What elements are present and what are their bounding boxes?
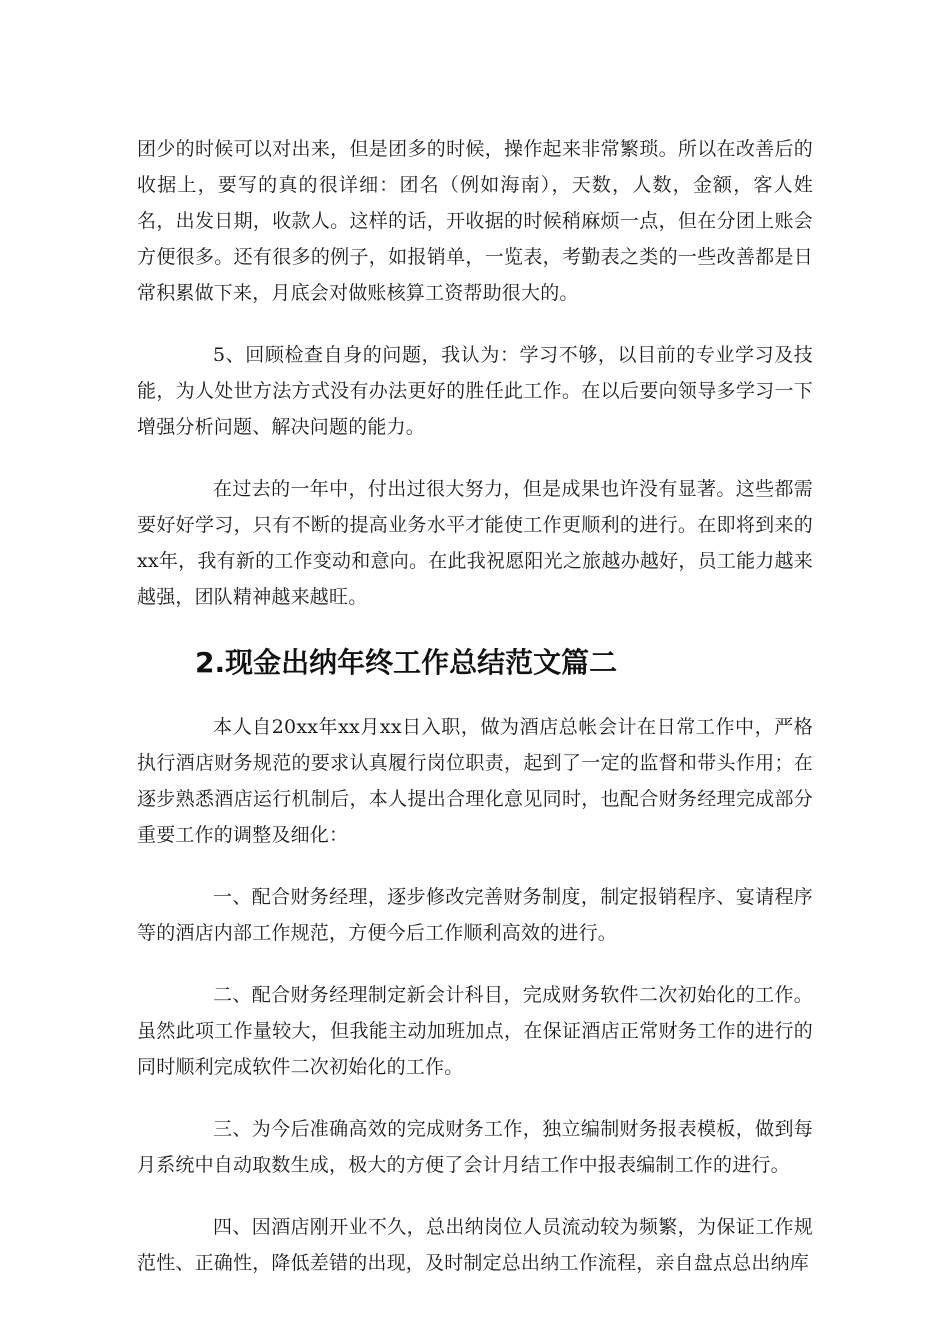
paragraph-self-review: 5、回顾检查自身的问题，我认为：学习不够，以目前的专业学习及技能，为人处世方法方式没有办法更好的胜任此工作。在以后要向领导多学习一下增强分析问题、解决问题的能力。 — [137, 344, 813, 438]
paragraph-closing: 在过去的一年中，付出过很大努力，但是成果也许没有显著。这些都需要好好学习，只有不断的提高业务水平才能使工作更顺利的进行。在即将到来的xx年，我有新的工作变动和意向。在此我祝愿阳光之旅越办越好，员工能力越来越强，团队精神越来越旺。 — [137, 478, 813, 608]
document-body — [137, 131, 813, 1307]
section-heading: 2.现金出纳年终工作总结范文篇二 — [195, 646, 618, 679]
paragraph-item-3: 三、为今后准确高效的完成财务工作，独立编制财务报表模板，做到每月系统中自动取数生成，极大的方便了会计月结工作中报表编制工作的进行。 — [137, 1118, 813, 1176]
paragraph-item-2: 二、配合财务经理制定新会计科目，完成财务软件二次初始化的工作。虽然此项工作量较大，但我能主动加班加点，在保证酒店正常财务工作的进行的同时顺利完成软件二次初始化的工作。 — [137, 984, 813, 1078]
paragraph-item-4: 四、因酒店刚开业不久，总出纳岗位人员流动较为频繁，为保证工作规范性、正确性，降低差错的出现，及时制定总出纳工作流程，亲自盘点总出纳库 — [137, 1216, 813, 1274]
paragraph-continuation: 团少的时候可以对出来，但是团多的时候，操作起来非常繁琐。所以在改善后的收据上，要写的真的很详细：团名（例如海南），天数，人数，金额，客人姓名，出发日期，收款人。这样的话，开收据的时候稍麻烦一点，但在分团上账会方便很多。还有很多的例子，如报销单，一览表，考勤表之类的一些改善都是日常积累做下来，月底会对做账核算工资帮助很大的。 — [137, 138, 813, 304]
paragraph-item-1: 一、配合财务经理，逐步修改完善财务制度，制定报销程序、宴请程序等的酒店内部工作规范，方便今后工作顺利高效的进行。 — [137, 886, 813, 944]
paragraph-intro: 本人自20xx年xx月xx日入职，做为酒店总帐会计在日常工作中，严格执行酒店财务规范的要求认真履行岗位职责，起到了一定的监督和带头作用；在逐步熟悉酒店运行机制后，本人提出合理化意见同时，也配合财务经理完成部分重要工作的调整及细化： — [137, 716, 813, 846]
